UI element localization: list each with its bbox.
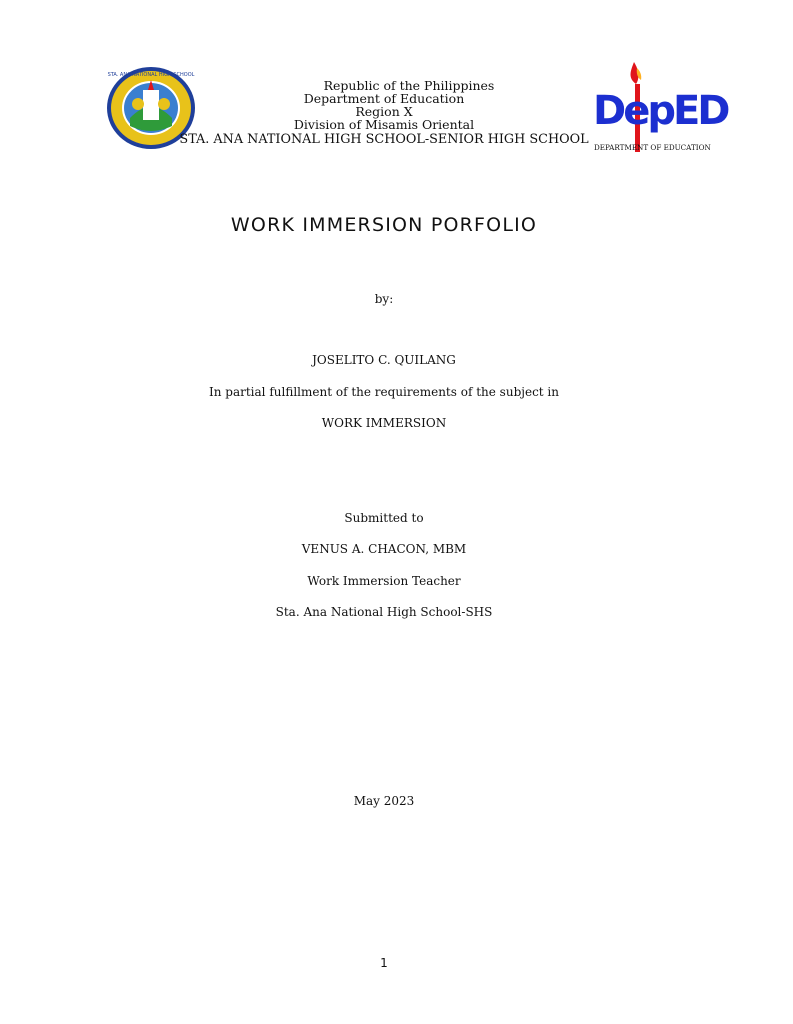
deped-wordmark: DepED (593, 88, 728, 134)
teacher-role: Work Immersion Teacher (307, 574, 461, 588)
page-number: 1 (380, 956, 388, 970)
submission-date: May 2023 (353, 794, 415, 808)
fulfillment-text: In partial fulfillment of the requirements of the subject in (209, 385, 559, 399)
deped-caption: DEPARTMENT OF EDUCATION (594, 143, 711, 152)
teacher-name: VENUS A. CHACON, MBM (301, 542, 467, 556)
header-department: Department of Education (303, 91, 465, 106)
subject-name: WORK IMMERSION (321, 416, 447, 430)
document-title: WORK IMMERSION PORFOLIO (230, 214, 538, 236)
header-division: Division of Misamis Oriental (293, 117, 475, 132)
author-name: JOSELITO C. QUILANG (312, 353, 456, 367)
header-republic: Republic of the Philippines (323, 78, 495, 93)
header-school: STA. ANA NATIONAL HIGH SCHOOL-SENIOR HIGH SCHOOL (179, 132, 589, 147)
submitted-to-label: Submitted to (344, 511, 424, 525)
header-region: Region X (355, 104, 413, 119)
school-name: Sta. Ana National High School-SHS (275, 605, 493, 619)
school-seal-text: STA. ANA NATIONAL HIGH SCHOOL (107, 72, 195, 78)
by-label: by: (374, 292, 394, 306)
